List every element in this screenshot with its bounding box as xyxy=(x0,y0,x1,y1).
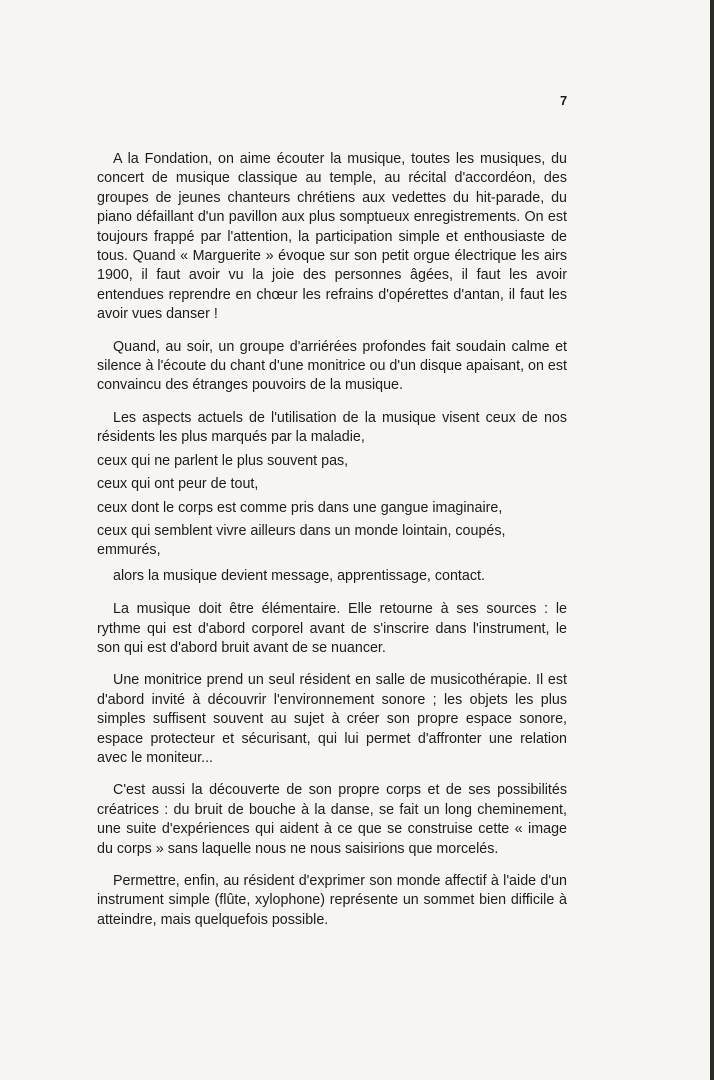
list-conclusion: alors la musique devient message, apprentissage, contact. xyxy=(113,567,485,584)
paragraph-affective-world: Permettre, enfin, au résident d'exprimer son monde affectif à l'aide d'un instrument simple (flûte, xylophone) représente un sommet bien difficile à atteindre, mais quelquefois possible. xyxy=(97,873,567,928)
paragraph-fondation-music: A la Fondation, on aime écouter la musique, toutes les musiques, du concert de musique classique au temple, au récital d'accordéon, des groupes de jeunes chanteurs chrétiens aux vedettes du hit-parade, du piano défaillant d'un pavillon aux plus somptueux enregistrements. On est toujours frappé par l'attention, la participation simple et enthousiaste de tous. Quand « Marguerite » évoque sur son petit orgue électrique les airs 1900, il faut avoir vu la joie des personnes âgées, il faut les avoir entendues reprendre en chœur les refrains d'opérettes d'antan, il faut les avoir vues danser ! xyxy=(97,151,567,323)
page-number: 7 xyxy=(560,93,568,108)
body-text xyxy=(97,150,567,943)
list-item: ceux qui semblent vivre ailleurs dans un monde lointain, coupés, emmurés, xyxy=(97,522,506,559)
paragraph-evening-group: Quand, au soir, un groupe d'arriérées profondes fait soudain calme et silence à l'écoute du chant d'une monitrice ou d'un disque apaisant, on est convaincu des étranges pouvoirs de la musique. xyxy=(97,338,567,394)
paragraph-musicotherapy: Une monitrice prend un seul résident en salle de musicothérapie. Il est d'abord invité à découvrir l'environnement sonore ; les objets les plus simples suffisent souvent au sujet à créer son propre espace sonore, espace protecteur et sécurisant, qui lui permet d'affronter une relation avec le moniteur... xyxy=(97,672,567,766)
paragraph-body-discovery: C'est aussi la découverte de son propre corps et de ses possibilités créatrices : du bruit de bouche à la danse, se fait un long cheminement, une suite d'expériences qui aident à ce que se construise cette « image du corps » sans laquelle nous ne nous saisirions que morcelés. xyxy=(97,782,567,857)
paragraph-elementary-music: La musique doit être élémentaire. Elle retourne à ses sources : le rythme qui est d'abord corporel avant de s'inscrire dans l'instrument, le son qui est d'abord bruit avant de se nuancer. xyxy=(97,601,567,656)
page-edge xyxy=(710,0,714,1080)
list-item: ceux qui ont peur de tout, xyxy=(97,476,259,493)
paragraph-current-aspects: Les aspects actuels de l'utilisation de la musique visent ceux de nos résidents les plus marqués par la maladie, xyxy=(97,409,567,446)
list-item: ceux dont le corps est comme pris dans une gangue imaginaire, xyxy=(97,499,503,516)
list-item: ceux qui ne parlent le plus souvent pas, xyxy=(97,452,349,469)
